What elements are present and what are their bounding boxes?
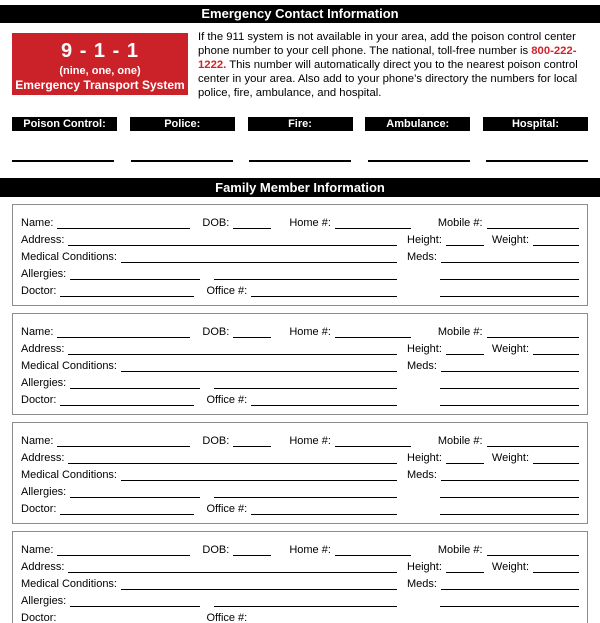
dob-label: DOB:	[202, 217, 230, 229]
home-phone-field-line[interactable]	[335, 446, 411, 447]
member-row-medical	[21, 464, 397, 481]
emergency-contact-header-title: Emergency Contact Information	[201, 6, 399, 21]
member-row-doctor	[21, 389, 397, 406]
member-lower-columns	[21, 573, 579, 623]
home-phone-label: Home #:	[289, 217, 331, 229]
paragraph-text-after: This number will automatically direct you to the nearest poison control center in your area. Also add to your phone’s directory the numbers for local police, fire, ambulance, and hospital.	[198, 59, 578, 99]
member-row-doctor	[21, 280, 397, 297]
member-row-meds-extra-2	[407, 498, 579, 515]
dob-field-line[interactable]	[233, 555, 271, 556]
medical-conditions-label: Medical Conditions:	[21, 360, 117, 372]
member-row-name	[21, 430, 579, 447]
office-phone-field-line[interactable]	[251, 514, 397, 515]
mobile-phone-field-line[interactable]	[487, 337, 579, 338]
home-phone-label: Home #:	[289, 435, 331, 447]
allergies-gap-spacer	[200, 497, 214, 498]
member-block	[12, 204, 588, 306]
member-row-meds	[407, 573, 579, 590]
member-row-allergies	[21, 263, 397, 280]
allergies-extra-field-line[interactable]	[214, 606, 397, 607]
meds-field-line[interactable]	[441, 480, 579, 481]
allergies-label: Allergies:	[21, 486, 67, 498]
name-field-line[interactable]	[57, 555, 190, 556]
mobile-phone-label: Mobile #:	[437, 435, 483, 447]
member-lower-left-column	[21, 573, 397, 623]
home-phone-field-line[interactable]	[335, 228, 411, 229]
ambulance-phone-line[interactable]	[368, 160, 470, 162]
office-phone-label: Office #:	[206, 503, 248, 515]
member-row-name	[21, 321, 579, 338]
member-row-address	[21, 338, 579, 355]
allergies-field-line[interactable]	[70, 497, 200, 498]
member-lower-left-column	[21, 464, 397, 515]
poison-control-phone-line[interactable]	[12, 160, 114, 162]
medical-conditions-field-line[interactable]	[121, 262, 397, 263]
name-field-line[interactable]	[57, 337, 190, 338]
allergies-field-line[interactable]	[70, 279, 200, 280]
weight-label: Weight:	[491, 343, 529, 355]
member-row-name	[21, 212, 579, 229]
member-block	[12, 313, 588, 415]
emergency-contacts-fill-lines	[12, 131, 588, 162]
dob-label: DOB:	[202, 435, 230, 447]
fire-phone-line[interactable]	[249, 160, 351, 162]
meds-indent-spacer	[407, 606, 440, 607]
member-row-meds	[407, 246, 579, 263]
mobile-phone-label: Mobile #:	[437, 544, 483, 556]
meds-label: Meds:	[407, 578, 437, 590]
allergies-gap-spacer	[200, 279, 214, 280]
paragraph-text-before: If the 911 system is not available in your area, add the poison control center phone number to your cell phone. The national, toll-free number is	[198, 31, 576, 57]
name-field-line[interactable]	[57, 446, 190, 447]
height-label: Height:	[407, 234, 442, 246]
mobile-phone-label: Mobile #:	[437, 326, 483, 338]
doctor-label: Doctor:	[21, 394, 57, 406]
address-label: Address:	[21, 561, 65, 573]
badge-transport-system-text: Emergency Transport System	[15, 78, 185, 92]
meds-indent-spacer	[407, 497, 440, 498]
mobile-phone-field-line[interactable]	[487, 446, 579, 447]
member-row-meds-extra-2	[407, 607, 579, 623]
dob-field-line[interactable]	[233, 228, 271, 229]
member-row-meds-extra-2	[407, 389, 579, 406]
dob-field-line[interactable]	[233, 446, 271, 447]
doctor-field-line[interactable]	[60, 514, 194, 515]
member-row-meds-extra-1	[407, 263, 579, 280]
allergies-label: Allergies:	[21, 595, 67, 607]
meds-extra-field-line-2[interactable]	[440, 405, 579, 406]
member-row-meds-extra-1	[407, 481, 579, 498]
contact-label-ambulance: Ambulance:	[365, 117, 470, 131]
meds-label: Meds:	[407, 251, 437, 263]
address-label: Address:	[21, 234, 65, 246]
name-label: Name:	[21, 217, 54, 229]
member-lower-left-column	[21, 355, 397, 406]
dob-label: DOB:	[202, 544, 230, 556]
member-row-meds-extra-1	[407, 590, 579, 607]
meds-indent-spacer	[407, 296, 440, 297]
nine-one-one-badge	[12, 33, 188, 95]
home-phone-label: Home #:	[289, 326, 331, 338]
family-member-header	[0, 178, 600, 197]
height-label: Height:	[407, 343, 442, 355]
allergies-label: Allergies:	[21, 268, 67, 280]
member-lower-right-column	[407, 464, 579, 515]
weight-label: Weight:	[491, 234, 529, 246]
meds-field-line[interactable]	[441, 589, 579, 590]
mobile-phone-label: Mobile #:	[437, 217, 483, 229]
meds-extra-field-line-1[interactable]	[440, 388, 579, 389]
member-lower-left-column	[21, 246, 397, 297]
member-lower-right-column	[407, 355, 579, 406]
member-row-address	[21, 229, 579, 246]
meds-indent-spacer	[407, 514, 440, 515]
mobile-phone-field-line[interactable]	[487, 555, 579, 556]
home-phone-field-line[interactable]	[335, 555, 411, 556]
member-row-medical	[21, 246, 397, 263]
member-row-doctor	[21, 498, 397, 515]
meds-indent-spacer	[407, 279, 440, 280]
family-members	[0, 204, 600, 623]
allergies-gap-spacer	[200, 606, 214, 607]
poison-control-phone-number: 800-222-1222.	[198, 45, 577, 71]
contact-label-hospital: Hospital:	[483, 117, 588, 131]
member-row-meds-extra-1	[407, 372, 579, 389]
address-label: Address:	[21, 452, 65, 464]
poison-control-paragraph	[198, 30, 588, 100]
member-lower-columns	[21, 464, 579, 515]
badge-911-text: 9 - 1 - 1	[61, 40, 139, 62]
contact-label-fire: Fire:	[248, 117, 353, 131]
office-phone-label: Office #:	[206, 394, 248, 406]
allergies-gap-spacer	[200, 388, 214, 389]
member-lower-columns	[21, 355, 579, 406]
medical-conditions-field-line[interactable]	[121, 589, 397, 590]
name-field-line[interactable]	[57, 228, 190, 229]
meds-label: Meds:	[407, 469, 437, 481]
office-phone-field-line[interactable]	[251, 296, 397, 297]
emergency-contact-header	[0, 5, 600, 23]
contact-label-poison-control: Poison Control:	[12, 117, 117, 131]
meds-extra-field-line-2[interactable]	[440, 296, 579, 297]
meds-field-line[interactable]	[441, 371, 579, 372]
medical-conditions-field-line[interactable]	[121, 480, 397, 481]
office-phone-label: Office #:	[206, 285, 248, 297]
allergies-extra-field-line[interactable]	[214, 497, 397, 498]
member-row-allergies	[21, 590, 397, 607]
member-row-meds-extra-2	[407, 280, 579, 297]
dob-label: DOB:	[202, 326, 230, 338]
member-row-meds	[407, 355, 579, 372]
medical-conditions-label: Medical Conditions:	[21, 251, 117, 263]
allergies-field-line[interactable]	[70, 606, 200, 607]
meds-indent-spacer	[407, 405, 440, 406]
badge-nine-one-one-text: (nine, one, one)	[59, 65, 141, 77]
contact-label-police: Police:	[130, 117, 235, 131]
name-label: Name:	[21, 544, 54, 556]
medical-conditions-field-line[interactable]	[121, 371, 397, 372]
height-label: Height:	[407, 452, 442, 464]
member-row-meds	[407, 464, 579, 481]
member-lower-right-column	[407, 246, 579, 297]
office-phone-label: Office #:	[206, 612, 248, 623]
member-row-address	[21, 556, 579, 573]
meds-label: Meds:	[407, 360, 437, 372]
emergency-contacts-row	[12, 117, 588, 131]
doctor-label: Doctor:	[21, 503, 57, 515]
home-phone-label: Home #:	[289, 544, 331, 556]
emergency-intro-section	[12, 33, 588, 100]
home-phone-field-line[interactable]	[335, 337, 411, 338]
member-row-allergies	[21, 481, 397, 498]
weight-label: Weight:	[491, 452, 529, 464]
address-label: Address:	[21, 343, 65, 355]
doctor-label: Doctor:	[21, 612, 57, 623]
weight-label: Weight:	[491, 561, 529, 573]
member-row-allergies	[21, 372, 397, 389]
police-phone-line[interactable]	[131, 160, 233, 162]
member-row-medical	[21, 573, 397, 590]
allergies-field-line[interactable]	[70, 388, 200, 389]
member-block	[12, 531, 588, 623]
member-lower-right-column	[407, 573, 579, 623]
meds-extra-field-line-1[interactable]	[440, 279, 579, 280]
meds-indent-spacer	[407, 388, 440, 389]
name-label: Name:	[21, 435, 54, 447]
medical-conditions-label: Medical Conditions:	[21, 469, 117, 481]
allergies-extra-field-line[interactable]	[214, 388, 397, 389]
member-row-medical	[21, 355, 397, 372]
meds-extra-field-line-1[interactable]	[440, 606, 579, 607]
allergies-label: Allergies:	[21, 377, 67, 389]
dob-field-line[interactable]	[233, 337, 271, 338]
allergies-extra-field-line[interactable]	[214, 279, 397, 280]
meds-extra-field-line-1[interactable]	[440, 497, 579, 498]
member-lower-columns	[21, 246, 579, 297]
mobile-phone-field-line[interactable]	[487, 228, 579, 229]
office-phone-field-line[interactable]	[251, 405, 397, 406]
family-member-header-title: Family Member Information	[215, 180, 385, 195]
doctor-field-line[interactable]	[60, 405, 194, 406]
height-label: Height:	[407, 561, 442, 573]
member-row-address	[21, 447, 579, 464]
name-label: Name:	[21, 326, 54, 338]
meds-field-line[interactable]	[441, 262, 579, 263]
member-block	[12, 422, 588, 524]
doctor-label: Doctor:	[21, 285, 57, 297]
meds-extra-field-line-2[interactable]	[440, 514, 579, 515]
doctor-field-line[interactable]	[60, 296, 194, 297]
hospital-phone-line[interactable]	[486, 160, 588, 162]
member-row-name	[21, 539, 579, 556]
medical-conditions-label: Medical Conditions:	[21, 578, 117, 590]
member-row-doctor	[21, 607, 397, 623]
